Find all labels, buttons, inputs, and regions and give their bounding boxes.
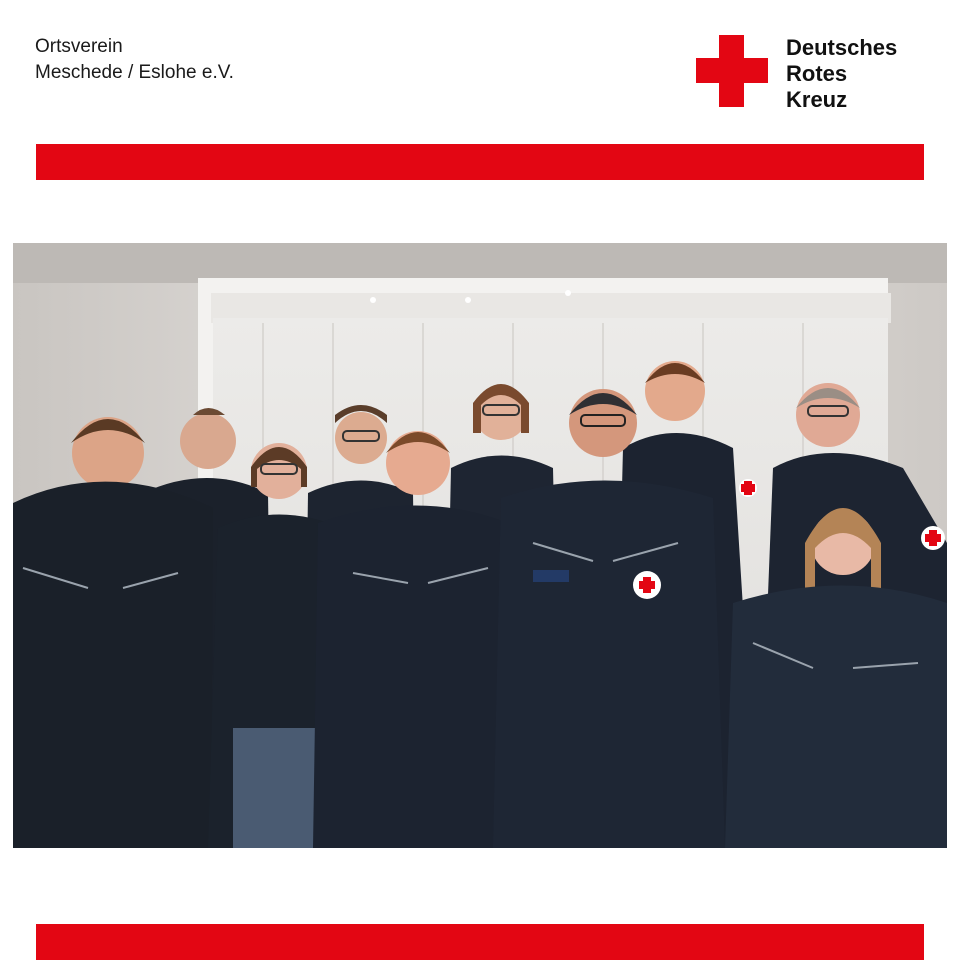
org-name [35,34,234,86]
logo-text-line2: Rotes [786,61,848,86]
logo-text-line3: Kreuz [786,87,848,112]
red-divider-bottom [36,924,924,960]
drk-logo [696,35,936,111]
logo-text [786,35,897,113]
group-photo-illustration [13,243,947,848]
red-cross-icon [696,35,768,107]
org-name-line1: Ortsverein [35,36,123,57]
org-name-line2: Meschede / Eslohe e.V. [35,62,234,83]
logo-text-line1: Deutsches [786,35,898,60]
group-photo [13,243,947,848]
red-divider-top [36,144,924,180]
